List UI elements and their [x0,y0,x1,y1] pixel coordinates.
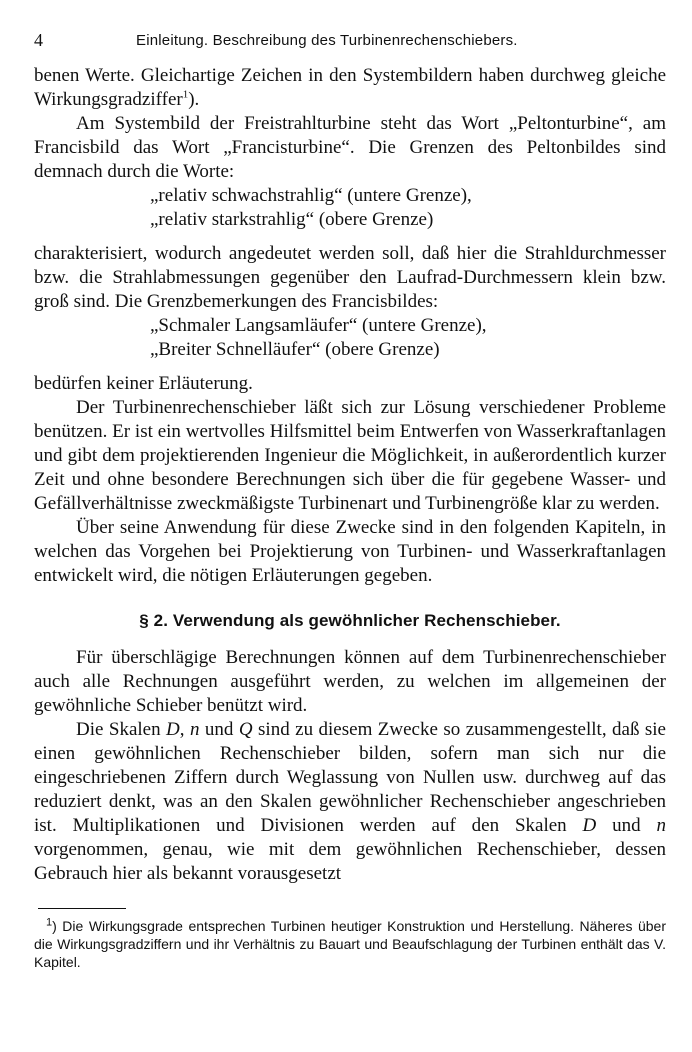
variable-n: n [189,719,200,740]
paragraph-8-text-c: und [199,719,239,740]
footnote-mark: 1 [46,916,53,929]
running-head [34,26,666,56]
footnote-mark-close: ) [52,918,57,934]
paragraph-7: Für überschlägige Berechnungen können auf dem Turbinenrechenschieber auch alle Rechnungen ausgeführt werden, zu welchen im allgemeinen der gewöhnliche Schieber benützt wird. [34,647,666,716]
paragraph-8-text-b: , [179,719,190,740]
running-title: Einleitung. Beschreibung des Turbinenrechenschiebers. [136,32,518,49]
paragraph-1 [34,64,666,112]
paragraph-8 [34,718,666,886]
paragraph-2: Am Systembild der Freistrahlturbine steht das Wort „Peltonturbine“, am Francisbild das Wort „Francisturbine“. Die Grenzen des Peltonbildes sind demnach durch die Worte: [34,113,666,182]
paragraph-4: bedürfen keiner Erläuterung. [34,373,253,394]
quote-francis-lower: „Schmaler Langsamläufer“ (untere Grenze), [150,315,487,336]
paragraph-8-text-f: vorgenommen, genau, wie mit dem gewöhnlichen Rechenschieber, dessen Gebrauch hier als bekannt vorausgesetzt [34,839,666,884]
variable-Q: Q [238,719,253,740]
paragraph-1-text: benen Werte. Gleichartige Zeichen in den Systembildern haben durchweg gleiche Wirkungsgradziffer [34,65,666,110]
footnote [34,917,666,971]
quote-francis-upper: „Breiter Schnelläufer“ (obere Grenze) [150,339,440,360]
footnote-reference: 1 [182,88,189,101]
variable-D: D [166,719,180,740]
page [34,26,666,1036]
paragraph-8-text-a: Die Skalen [76,719,167,740]
body-text [34,64,666,886]
paragraph-8-text-d: sind zu diesem Zwecke so zusammengestellt, daß sie einen gewöhnlichen Rechenschieber bilden, sofern man sich nur die eingeschriebenen Ziffern durch Weglassung von Nullen usw. durchweg auf das reduziert denkt, was an den Skalen gewöhnlicher Rechenschieber angeschrieben ist. Multiplikationen und Divisionen werden auf den Skalen [34,719,666,836]
paragraph-6: Über seine Anwendung für diese Zwecke sind in den folgenden Kapiteln, in welchen das Vorgehen bei Projektierung von Turbinen- und Wasserkraftanlagen entwickelt wird, die nötigen Erläuterungen gegeben. [34,517,666,586]
quote-pelton-upper: „relativ starkstrahlig“ (obere Grenze) [150,209,434,230]
variable-D-second: D [582,815,597,836]
section-heading: § 2. Verwendung als gewöhnlicher Rechenschieber. [139,611,561,630]
variable-n-second: n [656,815,666,836]
paragraph-1-end: ). [188,89,200,110]
footnote-text: Die Wirkungsgrade entsprechen Turbinen heutiger Konstruktion und Herstellung. Näheres über die Wirkungsgradziffern und ihr Verhältnis zu Bauart und Beaufschlagung der Turbinen enthält das V. Kapitel. [34,918,666,970]
quote-pelton-lower: „relativ schwachstrahlig“ (untere Grenze), [150,185,472,206]
paragraph-3: charakterisiert, wodurch angedeutet werden soll, daß hier die Strahldurchmesser bzw. die Strahlabmessungen gegenüber den Laufrad-Durchmessern klein bzw. groß sind. Die Grenzbemerkungen des Francisbildes: [34,243,666,312]
page-number: 4 [34,30,44,50]
footnote-divider [38,908,126,909]
paragraph-5: Der Turbinenrechenschieber läßt sich zur Lösung verschiedener Probleme benützen. Er ist ein wertvolles Hilfsmittel beim Entwerfen von Wasserkraftanlagen und gibt dem projektierenden Ingenieur die Möglichkeit, in außerordentlich kurzer Zeit und ohne besondere Berechnungen sich über die für gegebene Wasser- und Gefällverhältnisse zweckmäßigste Turbinenart und Turbinengröße klar zu werden. [34,397,666,514]
paragraph-8-text-e: und [596,815,657,836]
